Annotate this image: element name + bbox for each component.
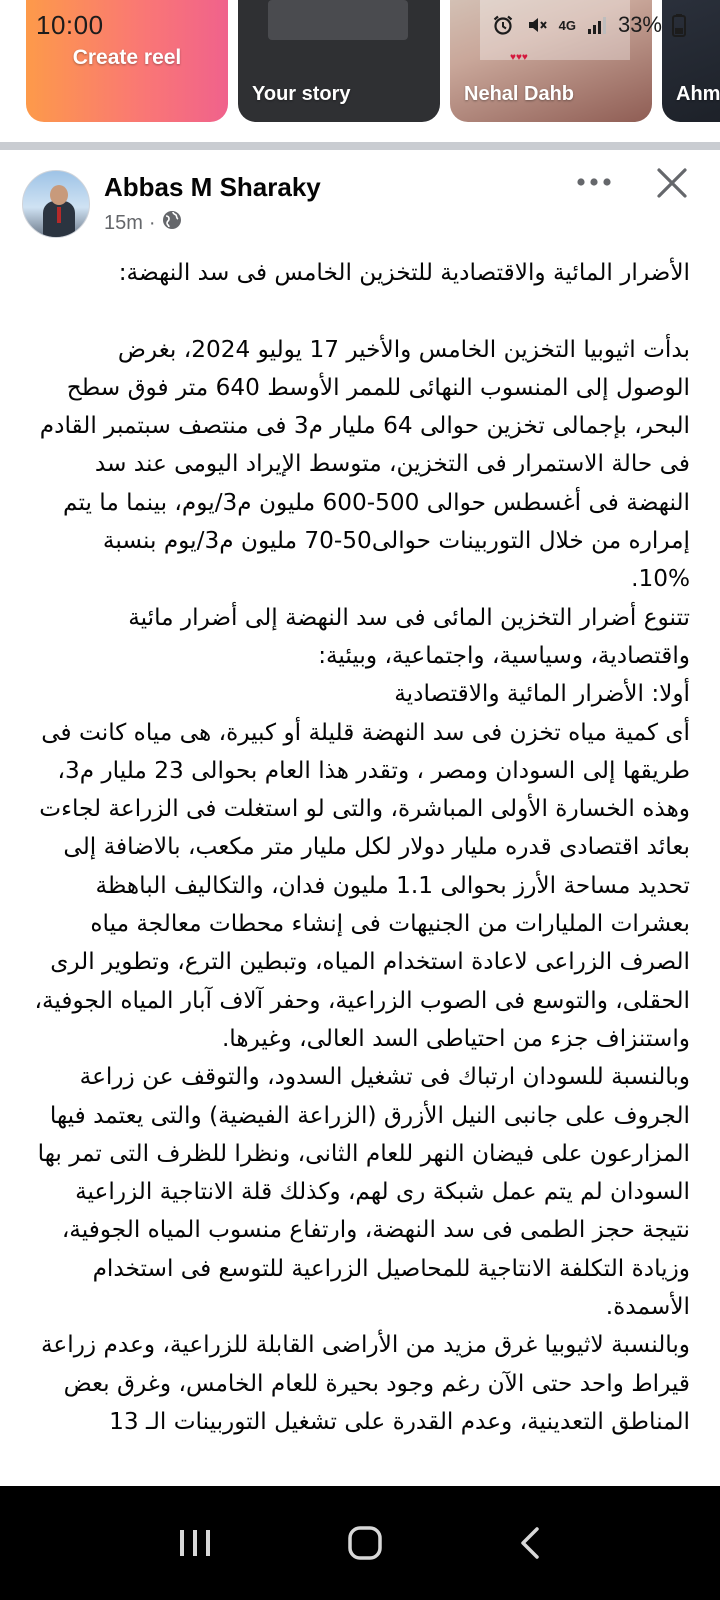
battery-icon [672, 13, 686, 37]
post-blank-line [26, 292, 690, 330]
post-line: الأضرار المائية والاقتصادية للتخزين الخامس فى سد النهضة: [118, 259, 690, 286]
post-line: تحديد مساحة الأرز بحوالى 1.1 مليون فدان، والتكاليف الباهظة [95, 871, 690, 899]
post-line: الحقلى، والتوسع فى الصوب الزراعية، وحفر آلاف آبار المياه الجوفية، [34, 986, 690, 1014]
avatar[interactable] [22, 170, 90, 238]
post-line: فى حالة الاستمرار فى التخزين، متوسط الإيراد اليومى عند سد [94, 450, 690, 478]
post-line: إمراره من خلال التوربينات حوالى50-70 مليون م3/يوم بنسبة [102, 527, 690, 555]
post-line: المناطق التعدينية، وعدم القدرة على تشغيل التوربينات الـ 13 [109, 1407, 690, 1435]
post-line: وزيادة التكلفة الانتاجية للمحاصيل الزراعية للتوسع فى استخدام [92, 1254, 690, 1282]
post-header [0, 168, 720, 248]
avatar-head [50, 185, 68, 205]
recent-apps-button[interactable] [178, 1528, 212, 1558]
story-label: Your story [252, 83, 351, 105]
post-line: واقتصادية، وسياسية، واجتماعية، وبيئية: [318, 641, 690, 669]
post-line: طريقها إلى السودان ومصر ، وتقدر هذا العام بحوالى 23 مليار م3، [57, 756, 690, 784]
post-line: وبالنسبة للسودان ارتباك فى تشغيل السدود، والتوقف عن زراعة [79, 1063, 690, 1091]
post-line: السودان لم يتم عمل شبكة رى لهم، وكذلك قلة الانتاجية الزراعية [75, 1178, 690, 1206]
status-icons [491, 12, 686, 38]
post-meta [104, 210, 182, 236]
story-label: Ahm [676, 83, 720, 105]
avatar-tie [57, 207, 61, 223]
meta-separator: · [148, 211, 156, 234]
post-line: نتيجة حجز الطمى فى سد النهضة، وارتفاع منسوب المياه الجوفية، [61, 1216, 690, 1244]
post-line: بعائد اقتصادى قدره مليار دولار لكل مليار متر مكعب، بالاضافة إلى [63, 833, 690, 861]
back-button[interactable] [518, 1526, 542, 1560]
post-line: قيراط واحد حتى الآن رغم وجود بحيرة للعام الخامس، وغرق بعض [63, 1369, 690, 1397]
more-dots-icon [576, 174, 612, 192]
more-options-button[interactable] [572, 168, 616, 198]
post-line: البحر، بإجمالى تخزين حوالى 64 مليار م3 فى منتصف سبتمبر القادم [39, 412, 690, 440]
post-line: وبالنسبة لاثيوبيا غرق مزيد من الأراضى القابلة للزراعية، وعدم زراعة [41, 1331, 690, 1359]
mute-icon [525, 13, 549, 37]
feed-divider [0, 142, 720, 150]
home-button[interactable] [347, 1525, 383, 1561]
author-name[interactable]: Abbas M Sharaky [104, 172, 321, 202]
close-x-icon [656, 167, 688, 204]
post-line: 10%. [631, 565, 690, 593]
story-label: Nehal Dahb [464, 83, 575, 105]
story-label: Create reel [72, 46, 182, 69]
status-bar [0, 0, 720, 50]
post-line: وهذه الخسارة الأولى المباشرة، والتى لو استغلت فى الزراعة لجاءت [39, 795, 690, 823]
status-time: 10:00 [36, 9, 104, 40]
battery-percent: 33% [617, 12, 662, 37]
post-line: الجروف على جانبى النيل الأزرق (الزراعة الفيضية) والتى يعتمد فيها [49, 1101, 690, 1129]
post-line: واستنزاف جزء من احتياطى السد العالى، وغيرها. [221, 1024, 690, 1052]
post-line: أى كمية مياه تخزن فى سد النهضة قليلة أو كبيرة، هى مياه كانت فى [41, 718, 690, 746]
network-type-icon: 4G [558, 17, 576, 33]
alarm-icon [491, 13, 515, 37]
heart-icons: ♥♥♥ [510, 52, 528, 63]
hide-post-button[interactable] [652, 168, 692, 202]
system-nav-bar [0, 1486, 720, 1600]
post-line: الأسمدة. [605, 1293, 690, 1321]
post-line: بدأت اثيوبيا التخزين الخامس والأخير 17 يوليو 2024، بغرض [117, 335, 690, 363]
post-time[interactable]: 15m [104, 211, 143, 234]
post-line: تتنوع أضرار التخزين المائى فى سد النهضة إلى أضرار مائية [128, 603, 690, 631]
post-line: بعشرات المليارات من الجنيهات فى إنشاء محطات معالجة مياه [90, 910, 690, 938]
post-line: أولا: الأضرار المائية والاقتصادية [394, 680, 690, 708]
globe-icon [162, 210, 182, 236]
post-line: الصرف الزراعى لاعادة استخدام المياه، وتبطين الترع، وتطوير الرى [50, 948, 690, 976]
post-line: النهضة فى أغسطس حوالى 500-600 مليون م3/يوم، بينما ما يتم [63, 488, 690, 516]
post-text[interactable] [26, 254, 690, 1484]
post-line: المزارعون على فيضان النهر للعام الثانى، ونظرا للظرف التى تمر بها [37, 1139, 690, 1167]
post-line: الوصول إلى المنسوب النهائى للممر الأوسط 640 متر فوق سطح [66, 373, 690, 401]
signal-icon [586, 14, 608, 36]
